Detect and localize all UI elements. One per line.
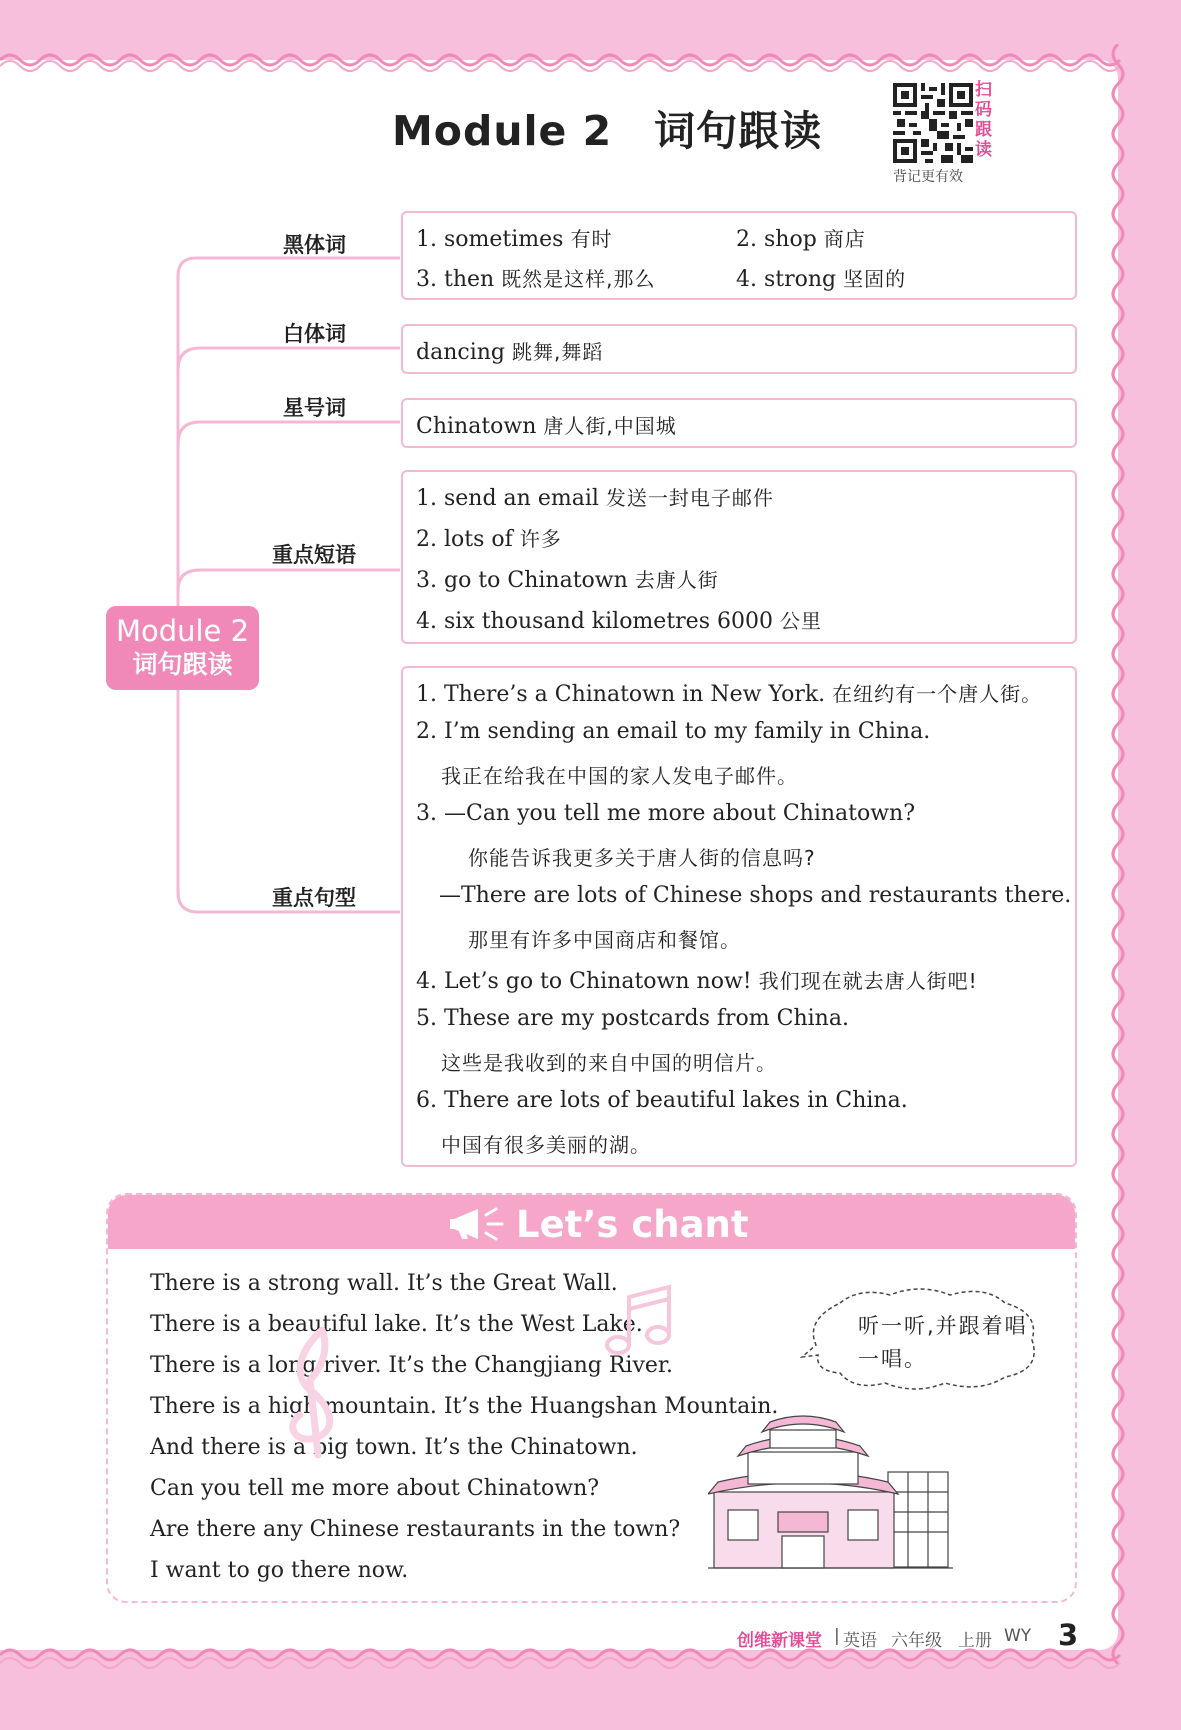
list-item: 4. Let’s go to Chinatown now! 我们现在就去唐人街吧!	[416, 969, 978, 994]
list-item: 2. lots of 许多	[416, 527, 562, 552]
list-item: —There are lots of Chinese shops and restaurants there.	[439, 883, 1072, 908]
list-item: Chinatown 唐人街,中国城	[416, 414, 677, 439]
bold-words-box	[401, 211, 1077, 300]
footer-brand: 创维新课堂	[737, 1631, 822, 1651]
list-item: 这些是我收到的来自中国的明信片。	[441, 1051, 777, 1075]
megaphone-icon	[448, 1205, 508, 1243]
root-node: Module 2 词句跟读	[106, 606, 259, 690]
category-key-sentences: 重点句型	[272, 886, 356, 910]
chant-line: There is a beautiful lake. It’s the West Lake.	[150, 1312, 643, 1337]
chant-line: Can you tell me more about Chinatown?	[150, 1476, 600, 1501]
chant-line: Are there any Chinese restaurants in the town?	[150, 1517, 681, 1542]
chant-line: And there is a big town. It’s the Chinatown.	[150, 1435, 638, 1460]
footer-edition: WY	[1004, 1626, 1032, 1646]
qr-side-label: 扫 码 跟 读	[975, 80, 992, 160]
list-item: 4. strong 坚固的	[736, 267, 907, 292]
chant-header	[108, 1195, 1075, 1249]
chant-line: There is a strong wall. It’s the Great Wall.	[150, 1271, 618, 1296]
footer-volume: 上册	[958, 1631, 992, 1651]
category-white-words: 白体词	[283, 322, 346, 346]
speech-bubble-text: 听一听,并跟着唱一唱。	[858, 1314, 1028, 1371]
list-item: 4. six thousand kilometres 6000 公里	[416, 609, 822, 634]
wave-border-bottom	[0, 1645, 1181, 1675]
list-item: 1. There’s a Chinatown in New York. 在纽约有一个唐人街。	[416, 682, 1043, 707]
list-item: 1. sometimes 有时	[416, 227, 613, 252]
list-item: 5. These are my postcards from China.	[416, 1006, 849, 1031]
list-item: 2. I’m sending an email to my family in China.	[416, 719, 931, 744]
category-key-phrases: 重点短语	[272, 543, 356, 567]
qr-caption: 背记更有效	[893, 169, 963, 185]
key-sentences-box	[401, 666, 1077, 1167]
list-item: 3. —Can you tell me more about Chinatown?	[416, 801, 916, 826]
music-note-icon	[600, 1283, 680, 1393]
list-item: 我正在给我在中国的家人发电子邮件。	[441, 764, 798, 788]
list-item: 3. go to Chinatown 去唐人街	[416, 568, 719, 593]
category-starred-words: 星号词	[283, 396, 346, 420]
white-words-box	[401, 324, 1077, 374]
list-item: 1. send an email 发送一封电子邮件	[416, 486, 774, 511]
chinatown-building-illustration	[708, 1412, 958, 1572]
list-item: 你能告诉我更多关于唐人街的信息吗?	[468, 846, 816, 870]
chant-line: There is a high mountain. It’s the Huangshan Mountain.	[150, 1394, 779, 1419]
category-bold-words: 黑体词	[283, 233, 346, 257]
footer-subject: 英语	[843, 1631, 877, 1651]
footer-grade: 六年级	[891, 1631, 942, 1651]
list-item: 2. shop 商店	[736, 227, 866, 252]
page-title: Module 2 词句跟读	[392, 107, 823, 155]
treble-clef-icon	[270, 1320, 360, 1460]
key-phrases-box	[401, 470, 1077, 644]
footer-separator: |	[834, 1626, 840, 1646]
chant-line: There is a long river. It’s the Changjiang River.	[150, 1353, 673, 1378]
chant-title: Let’s chant	[516, 1203, 749, 1246]
starred-words-box	[401, 398, 1077, 448]
list-item: dancing 跳舞,舞蹈	[416, 340, 604, 365]
list-item: 中国有很多美丽的湖。	[441, 1133, 651, 1157]
list-item: 6. There are lots of beautiful lakes in China.	[416, 1088, 908, 1113]
chant-line: I want to go there now.	[150, 1558, 409, 1583]
page-number: 3	[1058, 1618, 1079, 1652]
list-item: 3. then 既然是这样,那么	[416, 267, 656, 292]
list-item: 那里有许多中国商店和餐馆。	[468, 928, 741, 952]
